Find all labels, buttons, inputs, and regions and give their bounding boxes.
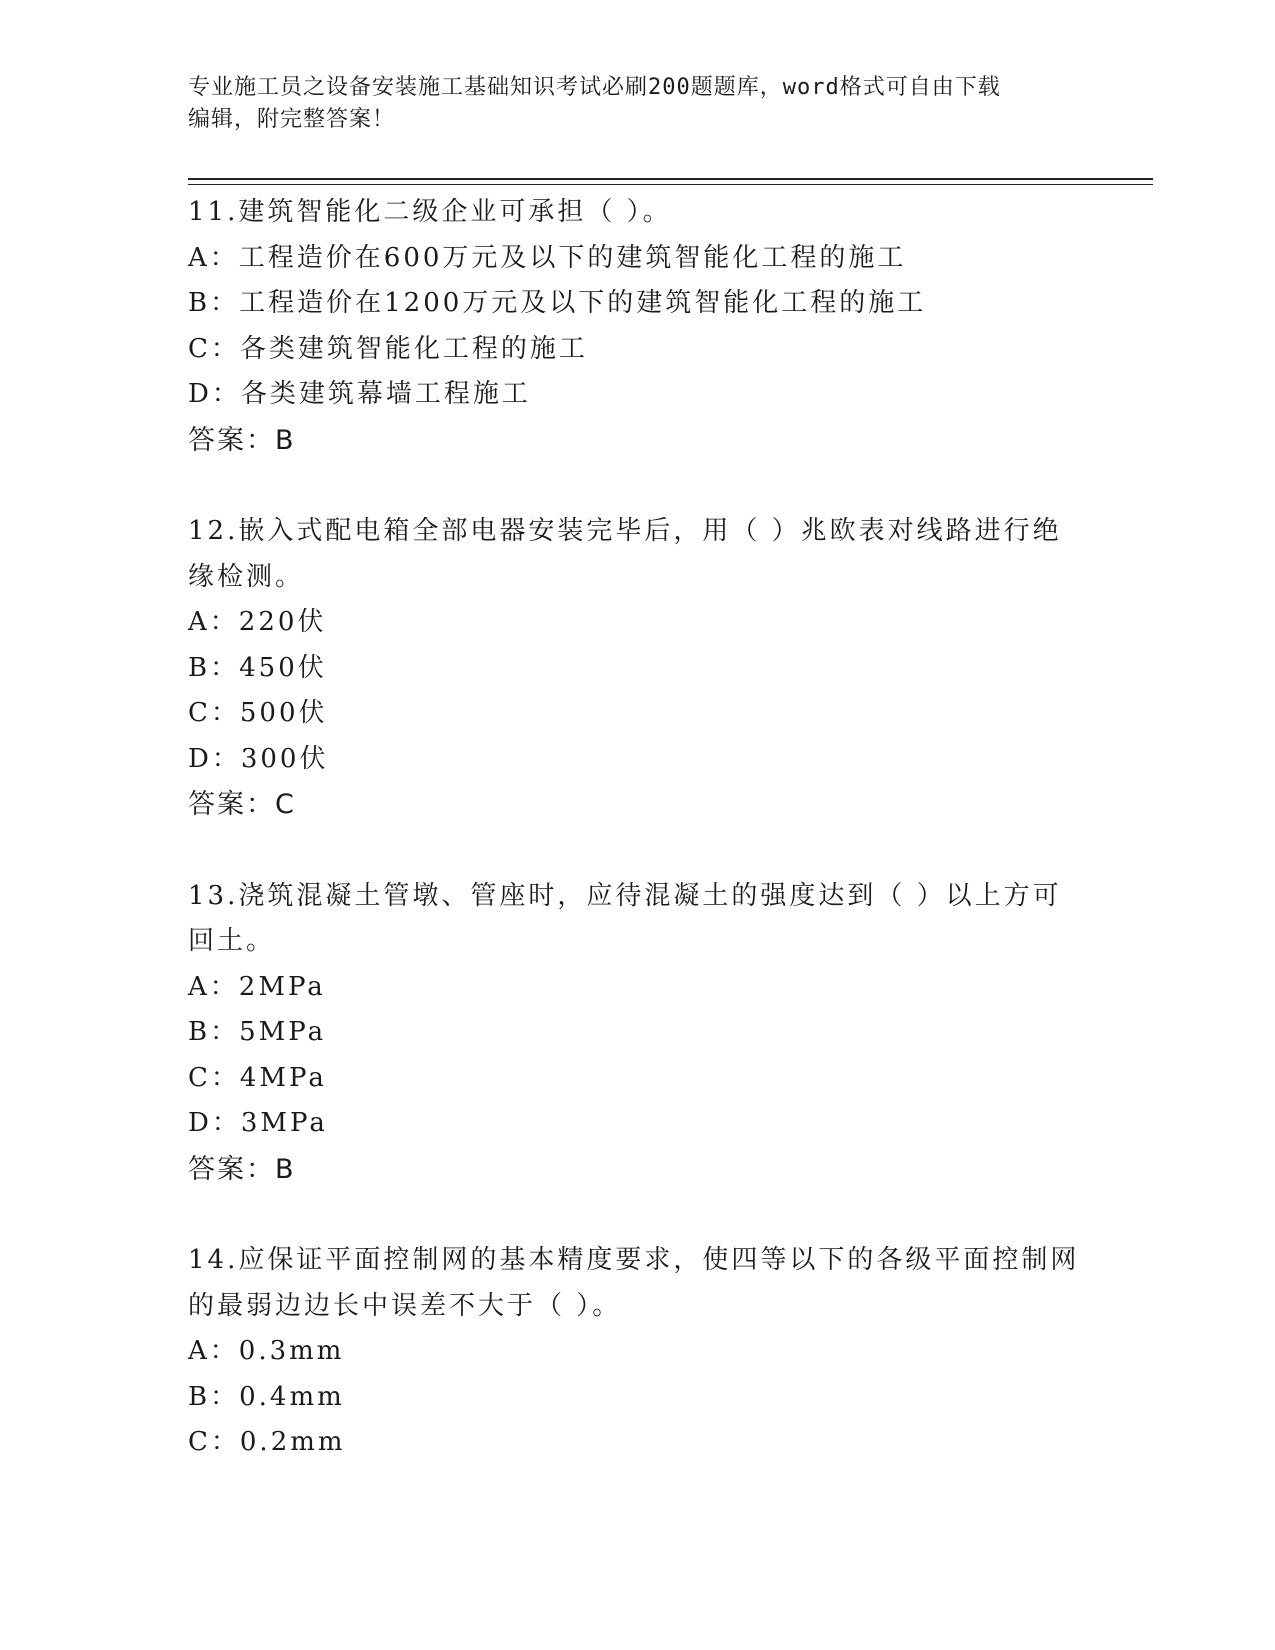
- question-list: [188, 190, 1088, 1512]
- answer: 答案：C: [188, 789, 296, 820]
- question-stem-continued: 的最弱边边长中误差不大于（ ）。: [188, 1290, 622, 1321]
- option-d: D：300伏: [188, 743, 329, 774]
- option-c: C：0.2mm: [188, 1427, 346, 1457]
- header-divider: [188, 178, 1153, 180]
- document-header: [188, 72, 1088, 136]
- question-stem: 14.应保证平面控制网的基本精度要求，使四等以下的各级平面控制网: [188, 1245, 1080, 1275]
- option-b: B：450伏: [188, 652, 327, 683]
- option-a: A：2MPa: [188, 971, 326, 1002]
- option-a: A：工程造价在600万元及以下的建筑智能化工程的施工: [188, 242, 907, 273]
- option-d: D：各类建筑幕墙工程施工: [188, 379, 531, 409]
- option-d: D：3MPa: [188, 1108, 328, 1138]
- question-14: [188, 1238, 1088, 1466]
- option-b: B：工程造价在1200万元及以下的建筑智能化工程的施工: [188, 288, 927, 318]
- option-c: C：各类建筑智能化工程的施工: [188, 333, 588, 364]
- header-title-line-2: 编辑，附完整答案！: [188, 107, 396, 132]
- answer: 答案：B: [188, 424, 296, 456]
- option-c: C：4MPa: [188, 1062, 327, 1093]
- question-13: [188, 874, 1088, 1193]
- question-stem: 13.浇筑混凝土管墩、管座时，应待混凝土的强度达到（ ）以上方可: [188, 880, 1062, 911]
- option-a: A：220伏: [188, 607, 327, 637]
- option-c: C：500伏: [188, 698, 328, 728]
- answer: 答案：B: [188, 1153, 296, 1185]
- question-stem: 11.建筑智能化二级企业可承担（ ）。: [188, 197, 672, 227]
- question-12: [188, 509, 1088, 828]
- question-11: [188, 190, 1088, 463]
- option-b: B：0.4mm: [188, 1381, 345, 1412]
- question-stem-continued: 缘检测。: [188, 561, 305, 592]
- option-a: A：0.3mm: [188, 1336, 345, 1366]
- header-divider-thin: [188, 184, 1153, 185]
- question-stem-continued: 回土。: [188, 926, 276, 956]
- header-title-line-1: 专业施工员之设备安装施工基础知识考试必刷200题题库，word格式可自由下载: [188, 75, 1001, 100]
- question-stem: 12.嵌入式配电箱全部电器安装完毕后，用（ ）兆欧表对线路进行绝: [188, 516, 1062, 546]
- option-b: B：5MPa: [188, 1017, 327, 1047]
